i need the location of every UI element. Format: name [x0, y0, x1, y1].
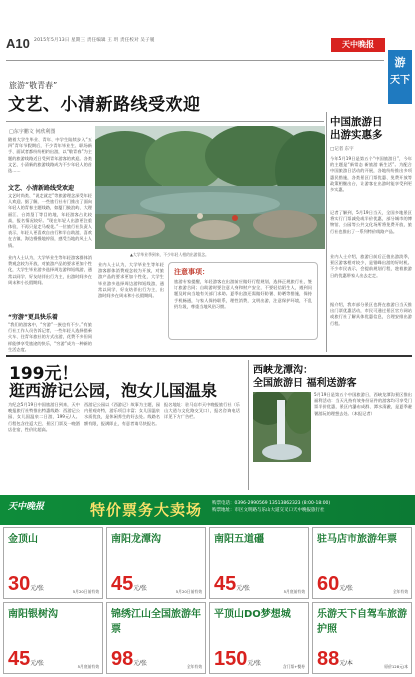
ticket-note: 全年有效: [392, 589, 408, 594]
ticket-name: 金顶山: [8, 534, 38, 545]
ticket-tile: [209, 527, 309, 599]
main-subhead-2: “穷游”更具快乐着: [8, 314, 58, 321]
ticket-price: [8, 573, 44, 596]
ticket-tile: [312, 527, 412, 599]
main-rule: [6, 121, 324, 122]
ticket-note: 全年有效: [186, 664, 202, 669]
ticket-price-value: 45: [8, 648, 31, 670]
right-title-line-2: 出游实惠多: [330, 129, 383, 141]
ticket-price-value: 30: [8, 573, 31, 595]
mid-headline: 逛西游记公园，泡女儿国温泉: [9, 381, 218, 400]
right-title: [330, 116, 412, 142]
ticket-price: [111, 573, 147, 596]
right-body-4: 据介绍，我市部分景区也将在旅游日当天推出门票优惠活动，市民可通过景区官方网站或旅行社了解具体优惠信息，合理安排出游行程。: [330, 302, 412, 326]
ticket-name: 南阳五道礓: [214, 534, 264, 545]
section-label: [388, 50, 412, 104]
main-col-1: 文艺时尚类、“说走就走”等旅游理念深受年轻人欢迎。据了解，一些旅行社专门推出了面向年轻人的青春主题线路，如厦门鼓浪屿、大理丽江、台湾垦丁等目的地，年轻游客占比较高，报名情况较好。“现在年轻人出游更注重体验，不再只是走马观花。”一位旅行社负责人表示，年轻人更喜欢自由行和半自助游，喜欢在古镇、海边慢慢地停留，感受当地的风土人情。: [8, 193, 92, 248]
ticket-price: [8, 648, 44, 671]
note-title: 注意事项：: [174, 268, 209, 276]
right-body-3: 业内人士介绍，旅游日前后正值出游淡季，景区游客相对较少，是错峰出游的好时机。不少市民表示，会提前规划行程，趁着旅游日的优惠带家人出去走走。: [330, 254, 412, 278]
ticket-name: 南阳龙潭沟: [111, 534, 161, 545]
ticket-tile: [106, 602, 206, 674]
ticket-tile: [3, 527, 103, 599]
ticket-price-value: 88: [317, 648, 340, 670]
ticket-price-unit: 元/张: [30, 586, 44, 592]
note-box: [168, 262, 318, 340]
ticket-name: 平顶山DO梦想城: [214, 609, 291, 620]
main-byline: □东宇鹏文 何欣利图: [9, 129, 56, 135]
ticket-note: 含门票+餐券: [282, 664, 305, 669]
ticket-grid: [3, 527, 412, 675]
ticket-price-value: 60: [317, 573, 340, 595]
photo-caption: ▲大学毕业季到来，不少年轻人相约出游留念。: [130, 252, 209, 257]
note-body: 旅游专家提醒，年轻游客在出游前应做好行程规划，选择正规旅行社，签订旅游合同；自助游时要注意人身和财产安全，不要轻信陌生人，遇到问题及时向当地有关部门求助。夏季出游还需做好防暑、防晒等措施，保持手机畅通，与家人保持联系，理性消费，文明出游，注意保护环境，不乱扔垃圾，尊重当地风俗习惯。: [174, 279, 312, 309]
page-number: A10: [6, 36, 30, 51]
ticket-note: 5月20日前有效: [72, 589, 99, 594]
mid-right-title-2: 全国旅游日 福利送游客: [253, 378, 357, 389]
right-divider: [326, 112, 327, 352]
ticket-name: 锦绣江山全国旅游年票: [111, 609, 201, 635]
mid-col-2: 西游记公园以《西游记》故事为主题，园内景观奇特，游乐项目丰富；女儿国温泉水质优良，是休闲养生的好去处。线路名额有限，报满即止，有意者请尽快报名。: [84, 402, 160, 426]
ticket-price: [214, 573, 250, 596]
mid-price: 199元！: [9, 364, 79, 384]
mid-rule: [6, 355, 412, 357]
mid-divider: [248, 360, 249, 490]
ticket-price-unit: 元/张: [30, 661, 44, 667]
ad-info: [212, 500, 412, 514]
newspaper-brand: 天中晚报: [331, 38, 385, 52]
waterfall-photo: [253, 392, 311, 462]
right-byline: □记者 东宇: [330, 147, 354, 152]
ticket-price-value: 150: [214, 648, 248, 670]
ticket-price: [214, 648, 261, 671]
ticket-price-unit: 元/张: [236, 586, 250, 592]
ticket-price: [111, 648, 147, 671]
section-label-small: 天下: [390, 75, 410, 86]
ticket-tile: [3, 602, 103, 674]
ticket-name: 南阳银树沟: [8, 609, 58, 620]
right-title-line-1: 中国旅游日: [330, 116, 383, 128]
ticket-note: 5月底前有效: [77, 664, 99, 669]
right-body-1: 今年5月19日是第五个“中国旅游日”，今年的主题是“新常态 新旅游 新生活”。为配合中国旅游日活动的开展，各地纷纷推出多项惠民措施，各类景区门票优惠、免费开放等政策相继出台，让游客在出游时能享受到更多实惠。: [330, 156, 412, 193]
ticket-price-unit: 元/张: [339, 586, 353, 592]
header-rule: [6, 60, 384, 61]
ad-brand: 天中晚报: [8, 502, 45, 512]
ticket-tile: [312, 602, 412, 674]
ticket-note: 5月底前有效: [283, 589, 305, 594]
section-label-big: 游: [394, 56, 406, 69]
ticket-note: 原价128元/本: [384, 664, 408, 669]
main-intro: 随着大学生毕业、青年、中学生陆续步入“五四”青年节假期后，不少青年毕业生、职场新手、面试者都纷纷相约出游，以“敬青春”为主题的旅游线路近日受到青年游客的欢迎。各类文艺、小清新的旅游线路成为不少年轻人的首选……: [8, 137, 92, 174]
ticket-price-unit: 元/张: [133, 661, 147, 667]
main-col-4: 业内人士认为，大学毕业生等年轻游客群体消费观念较为开放，对旅游产品的要求更加个性化，大学生毕业游多选择周边游和短线游，通常以同学、好友结伴出行为主，出游时间多在周末和小长假期间。: [98, 262, 164, 299]
ticket-name: 驻马店市旅游年票: [317, 534, 397, 545]
main-subhead-1: 文艺、小清新路线受欢迎: [8, 185, 75, 192]
ticket-name: 乐游天下自驾车旅游护照: [317, 609, 407, 635]
ad-phone: 购票电话：0396-2990569 13513862323 (8:00-18:00): [212, 501, 331, 506]
main-headline: 文艺、小清新路线受欢迎: [8, 95, 201, 115]
ticket-price-unit: 元/张: [133, 586, 147, 592]
mid-col-1: 为纪念5月19日中国旅游日到来，天中晚报旅行社特推出特惠线路：西游记公园、女儿国温泉二日游，199元/人。行程包含往返大巴、景区门票及一晚酒店住宿，性价比超高。: [8, 402, 80, 432]
main-col-3: “我们的游客中，“穷游”一族也有不少。”有旅行社工作人员告诉记者，一些年轻人选择搭乘火车、住青年旅社的方式出游，花费不多但同样能够享受旅途的快乐，“穷游”成为一种新的生活态度。: [8, 322, 92, 352]
ticket-note: 5月20日前有效: [175, 589, 202, 594]
ticket-price: [317, 648, 353, 671]
ticket-price: [317, 573, 353, 596]
page-meta: 2015年5月13日 星期三 责任编辑 王 玥 责任校对 吴子履: [34, 38, 155, 43]
mid-right-title-1: 西峡龙潭沟：: [253, 365, 313, 376]
main-col-2: 业内人士认为，大学毕业生等年轻游客群体消费观念较为开放，对旅游产品的要求更加个性化，大学生毕业游多选择周边游和短线游，通常以同学、好友结伴出行为主，出游时间多在周末和小长假期间。: [8, 255, 92, 285]
ticket-price-unit: 元/本: [339, 661, 353, 667]
mid-col-3: 报名地址：驻马店市天中晚报旅行社（乐山大道与文化路交叉口），报名咨询电话详见下方广告栏。: [164, 402, 240, 420]
main-kicker: 旅游“敬青春”: [9, 81, 58, 90]
ticket-price-value: 45: [111, 573, 134, 595]
ad-title: 特价票务大卖场: [90, 501, 203, 519]
ticket-price-value: 98: [111, 648, 134, 670]
ticket-price-value: 45: [214, 573, 237, 595]
ticket-price-unit: 元/张: [247, 661, 262, 667]
right-body-2: 记者了解到，5月19日当天，全国多地景区将实行门票减免或半价优惠，部分城市的博物馆、公园等公共文化场所将免费开放，旅行社也推出了一系列特价线路产品。: [330, 210, 412, 234]
mid-right-body: 5月19日是第五个中国旅游日，西峡龙潭沟景区推出福利活动：当天凡持有效身份证件的游客均可享受门票半价优惠，景区内瀑布成群、潭水清澈，是夏季避暑游玩的理想去处。（本报记者）: [314, 392, 412, 416]
ticket-tile: [106, 527, 206, 599]
ad-address: 购票地址：市区文明路与乐山大道交叉口天中晚报旅行社: [212, 508, 325, 513]
ticket-tile: [209, 602, 309, 674]
landscape-photo: [95, 126, 325, 249]
